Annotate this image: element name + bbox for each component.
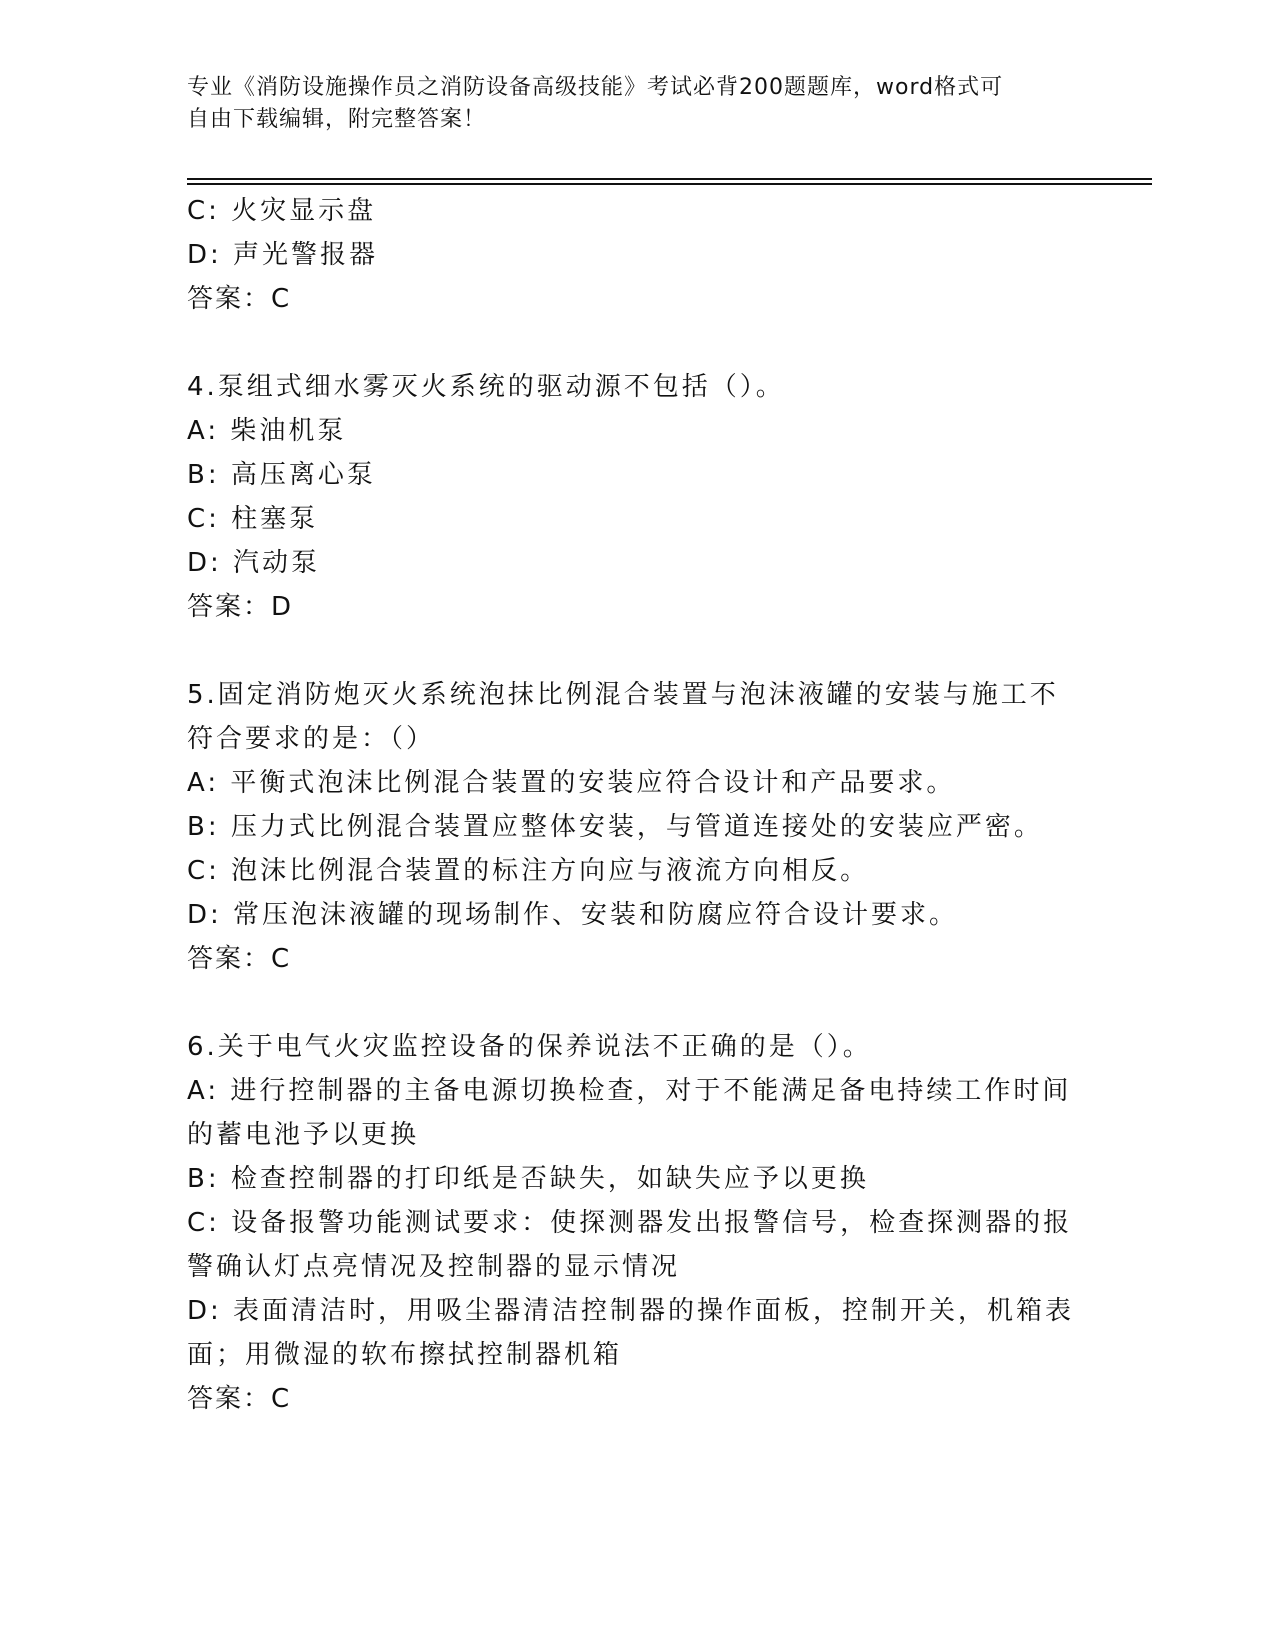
header-divider-top: [187, 178, 1152, 180]
question-4-answer: 答案：D: [187, 592, 294, 622]
question-5-option-d: D: 常压泡沫液罐的现场制作、安装和防腐应符合设计要求。: [187, 900, 959, 930]
answer-line: 答案：C: [187, 284, 292, 314]
option-c: C: 火灾显示盘: [187, 196, 377, 226]
question-4-stem: 4.泵组式细水雾灭火系统的驱动源不包括（）。: [187, 372, 785, 402]
question-4-option-b: B: 高压离心泵: [187, 460, 376, 490]
question-6-answer: 答案：C: [187, 1384, 292, 1414]
question-5-option-c: C: 泡沫比例混合装置的标注方向应与液流方向相反。: [187, 856, 870, 886]
question-5-option-a: A: 平衡式泡沫比例混合装置的安装应符合设计和产品要求。: [187, 768, 956, 798]
question-6-option-d-line-2: 面；用微湿的软布擦拭控制器机箱: [187, 1340, 623, 1370]
header-line-2: 自由下载编辑，附完整答案！: [187, 107, 487, 132]
question-5-stem-line-2: 符合要求的是：（）: [187, 724, 436, 754]
question-6-option-c-line-2: 警确认灯点亮情况及控制器的显示情况: [187, 1252, 681, 1282]
question-6-option-a-line-1: A: 进行控制器的主备电源切换检查，对于不能满足备电持续工作时间: [187, 1076, 1072, 1106]
question-6-option-c-line-1: C: 设备报警功能测试要求：使探测器发出报警信号，检查探测器的报: [187, 1208, 1073, 1238]
document-header: [187, 72, 1067, 136]
question-6-option-b: B: 检查控制器的打印纸是否缺失，如缺失应予以更换: [187, 1164, 869, 1194]
question-5-stem-line-1: 5.固定消防炮灭火系统泡抹比例混合装置与泡沫液罐的安装与施工不: [187, 680, 1059, 710]
question-4-option-c: C: 柱塞泵: [187, 504, 319, 534]
header-line-1: 专业《消防设施操作员之消防设备高级技能》考试必背200题题库，word格式可: [187, 75, 1004, 100]
question-6-stem: 6.关于电气火灾监控设备的保养说法不正确的是（）。: [187, 1032, 872, 1062]
question-5-answer: 答案：C: [187, 944, 292, 974]
question-4-option-d: D: 汽动泵: [187, 548, 321, 578]
question-6-option-a-line-2: 的蓄电池予以更换: [187, 1120, 420, 1150]
question-6-option-d-line-1: D: 表面清洁时，用吸尘器清洁控制器的操作面板，控制开关，机箱表: [187, 1296, 1075, 1326]
option-d: D: 声光警报器: [187, 240, 379, 270]
question-5-option-b: B: 压力式比例混合装置应整体安装，与管道连接处的安装应严密。: [187, 812, 1043, 842]
question-4-option-a: A: 柴油机泵: [187, 416, 347, 446]
header-divider-bottom: [187, 183, 1152, 185]
